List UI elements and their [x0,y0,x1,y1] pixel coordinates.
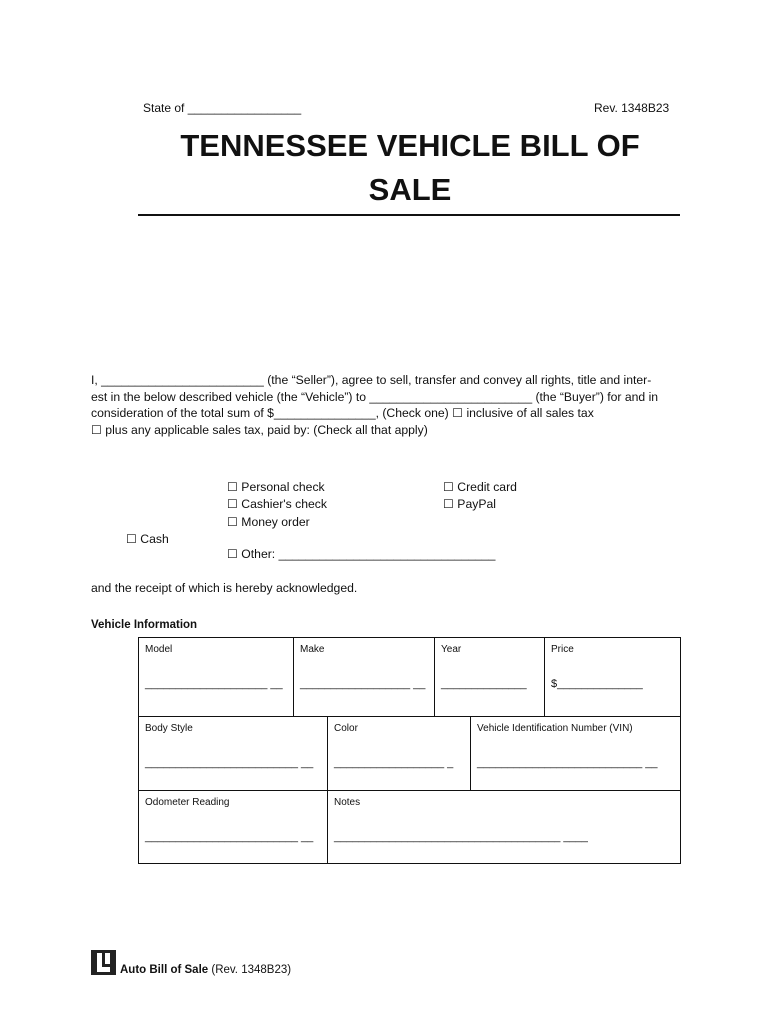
make-label: Make [300,644,325,655]
price-blank[interactable]: $______________ [551,678,643,690]
paragraph-line-2: est in the below described vehicle (the “Vehicle”) to ________________________ (the “Buyer”) for and in [91,389,659,404]
notes-cell[interactable] [328,791,681,864]
option-cashiers-check[interactable]: ☐ Cashier's check [227,497,327,511]
body-style-blank[interactable]: _________________________ __ [145,757,314,769]
paragraph-line-1: I, ________________________ (the “Seller”), agree to sell, transfer and convey all rights, title and inter- [91,373,652,387]
paragraph-line-3: consideration of the total sum of $_______________, (Check one) ☐ inclusive of all sales tax [91,406,594,421]
vin-cell[interactable] [471,717,681,791]
make-cell[interactable] [294,638,435,717]
vin-blank[interactable]: ___________________________ __ [477,757,658,769]
vehicle-info-table [138,637,681,864]
option-paypal[interactable]: ☐ PayPal [443,497,496,511]
option-cash[interactable]: ☐ Cash [126,532,169,546]
body-style-cell[interactable] [139,717,328,791]
option-money-order[interactable]: ☐ Money order [227,515,310,529]
color-blank[interactable]: __________________ _ [334,757,454,769]
option-other[interactable]: ☐ Other: ________________________________ [227,547,496,561]
sale-paragraph [91,372,681,438]
vehicle-row-1 [139,638,681,717]
footer-title: Auto Bill of Sale [120,964,209,976]
year-cell[interactable] [435,638,545,717]
state-line: State of _________________ [143,101,302,115]
revision-number: Rev. 1348B23 [594,101,670,115]
odometer-cell[interactable] [139,791,328,864]
vehicle-info-heading: Vehicle Information [91,619,198,631]
model-label: Model [145,644,173,655]
title-line-2: SALE [368,172,452,207]
make-blank[interactable]: __________________ __ [300,678,426,690]
color-label: Color [334,723,358,734]
year-blank[interactable]: ______________ [441,678,527,690]
vin-label: Vehicle Identification Number (VIN) [477,723,633,734]
model-cell[interactable] [139,638,294,717]
odometer-label: Odometer Reading [145,797,230,808]
title-line-1: TENNESSEE VEHICLE BILL OF [180,128,640,163]
price-label: Price [551,644,574,655]
notes-blank[interactable]: _____________________________________ ____ [334,831,588,843]
document-title [130,124,690,212]
footer-revision: (Rev. 1348B23) [211,964,292,976]
price-cell[interactable] [545,638,681,717]
vehicle-row-3 [139,791,681,864]
notes-label: Notes [334,797,361,808]
year-label: Year [441,644,462,655]
body-style-label: Body Style [145,723,193,734]
color-cell[interactable] [328,717,471,791]
odometer-blank[interactable]: _________________________ __ [145,831,314,843]
model-blank[interactable]: ____________________ __ [145,678,283,690]
title-rule [138,214,680,216]
option-personal-check[interactable]: ☐ Personal check [227,480,325,494]
receipt-acknowledgement: and the receipt of which is hereby acknowledged. [91,581,358,595]
option-credit-card[interactable]: ☐ Credit card [443,480,517,494]
logo-icon [91,950,116,975]
vehicle-row-2 [139,717,681,791]
paragraph-line-4: ☐ plus any applicable sales tax, paid by: (Check all that apply) [91,422,428,437]
footer [120,964,291,976]
